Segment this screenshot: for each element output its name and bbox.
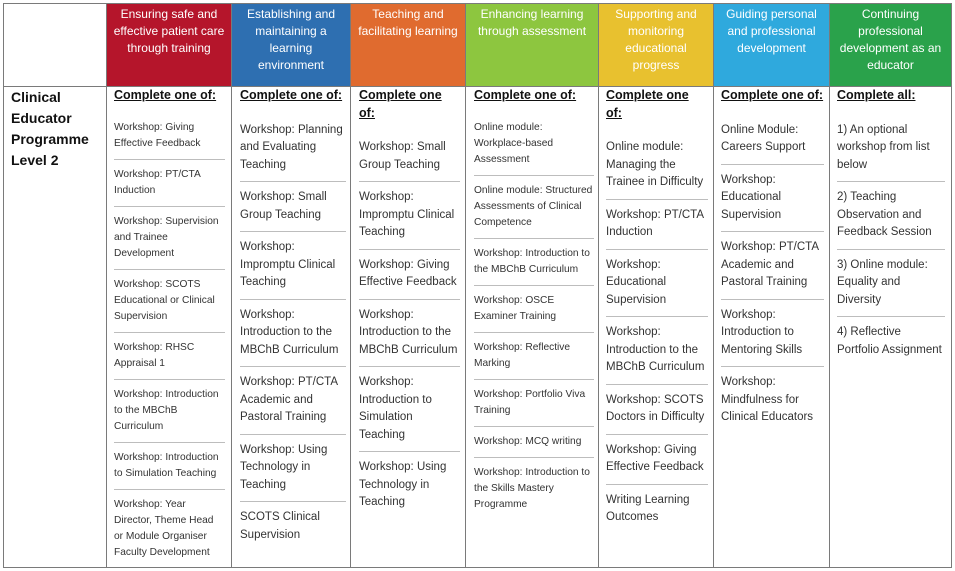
list-item: Workshop: Year Director, Theme Head or Module Organiser Faculty Development xyxy=(114,499,214,558)
list-item: Online Module: Careers Support xyxy=(721,115,824,165)
list-item: Workshop: Using Technology in Teaching xyxy=(240,435,346,503)
list-item: Workshop: PT/CTA Academic and Pastoral Training xyxy=(240,367,346,435)
column-subheading: Complete one of: xyxy=(114,88,217,102)
list-item: Workshop: RHSC Appraisal 1 xyxy=(114,333,225,380)
list-item: Workshop: Impromptu Clinical Teaching xyxy=(240,232,346,300)
header-col-6: Guiding personal and professional development xyxy=(714,3,829,86)
column-subheading: Complete all: xyxy=(837,88,916,102)
list-item: Workshop: Introduction to the Skills Mastery Programme xyxy=(474,467,590,510)
list-item: Workshop: Introduction to the MBChB Curriculum xyxy=(606,317,708,385)
list-item: Workshop: Small Group Teaching xyxy=(240,182,346,232)
grid-line xyxy=(598,3,599,568)
list-item: Workshop: Reflective Marking xyxy=(474,333,594,380)
list-item: Workshop: Introduction to the MBChB Curriculum xyxy=(474,239,594,286)
list-item: Online module: Workplace-based Assessment xyxy=(474,113,594,176)
grid-line xyxy=(713,3,714,568)
column-5 xyxy=(606,87,708,567)
grid-line xyxy=(3,3,4,568)
list-item: Online module: Structured Assessments of Clinical Competence xyxy=(474,176,594,239)
header-col-2: Establishing and maintaining a learning environment xyxy=(232,3,350,86)
list-item: Workshop: Educational Supervision xyxy=(721,165,824,233)
list-item: 4) Reflective Portfolio Assignment xyxy=(837,326,942,356)
list-item: Workshop: Planning and Evaluating Teaching xyxy=(240,115,346,183)
column-subheading: Complete one of: xyxy=(606,88,689,120)
list-item: Workshop: Mindfulness for Clinical Educators xyxy=(721,376,814,423)
list-item: Online module: Managing the Trainee in Difficulty xyxy=(606,132,708,200)
column-subheading: Complete one of: xyxy=(721,88,824,102)
list-item: Workshop: PT/CTA Induction xyxy=(114,160,225,207)
list-item: Workshop: SCOTS Doctors in Difficulty xyxy=(606,385,708,435)
column-1 xyxy=(114,87,225,567)
header-col-7: Continuing professional development as an educator xyxy=(830,3,951,86)
list-item: Workshop: Using Technology in Teaching xyxy=(359,461,447,508)
list-item: Workshop: Small Group Teaching xyxy=(359,132,460,182)
grid-line xyxy=(231,3,232,568)
header-col-5: Supporting and monitoring educational progress xyxy=(599,3,713,86)
list-item: Workshop: Introduction to Simulation Teaching xyxy=(114,443,225,490)
list-item: Writing Learning Outcomes xyxy=(606,493,690,523)
list-item: Workshop: PT/CTA Induction xyxy=(606,200,708,250)
list-item: Workshop: Giving Effective Feedback xyxy=(359,250,460,300)
grid-line xyxy=(106,3,107,568)
list-item: 1) An optional workshop from list below xyxy=(837,115,945,183)
column-subheading: Complete one of: xyxy=(474,88,577,102)
list-item: 3) Online module: Equality and Diversity xyxy=(837,250,945,318)
header-col-3: Teaching and facilitating learning xyxy=(351,3,465,86)
list-item: Workshop: Introduction to Mentoring Skills xyxy=(721,300,824,368)
list-item: Workshop: SCOTS Educational or Clinical Supervision xyxy=(114,270,225,333)
header-col-4: Enhancing learning through assessment xyxy=(466,3,598,86)
list-item: Workshop: OSCE Examiner Training xyxy=(474,286,594,333)
grid-line xyxy=(951,3,952,568)
list-item: Workshop: Portfolio Viva Training xyxy=(474,380,594,427)
column-7 xyxy=(837,87,945,567)
list-item: Workshop: Impromptu Clinical Teaching xyxy=(359,182,460,250)
column-4 xyxy=(474,87,594,567)
list-item: Workshop: Supervision and Trainee Development xyxy=(114,207,225,270)
list-item: Workshop: MCQ writing xyxy=(474,427,594,458)
list-item: SCOTS Clinical Supervision xyxy=(240,511,320,541)
column-subheading: Complete one of: xyxy=(240,88,343,102)
list-item: Workshop: Giving Effective Feedback xyxy=(114,113,225,160)
list-item: Workshop: Introduction to the MBChB Curriculum xyxy=(359,300,460,368)
list-item: Workshop: PT/CTA Academic and Pastoral Training xyxy=(721,232,824,300)
header-col-1: Ensuring safe and effective patient care through training xyxy=(107,3,231,86)
grid-line xyxy=(350,3,351,568)
column-6 xyxy=(721,87,824,567)
column-subheading: Complete one of: xyxy=(359,88,442,120)
list-item: Workshop: Introduction to the MBChB Curriculum xyxy=(240,300,346,368)
list-item: Workshop: Educational Supervision xyxy=(606,250,708,318)
grid-line xyxy=(465,3,466,568)
list-item: Workshop: Introduction to Simulation Teaching xyxy=(359,367,460,452)
list-item: Workshop: Giving Effective Feedback xyxy=(606,435,708,485)
list-item: 2) Teaching Observation and Feedback Session xyxy=(837,182,945,250)
grid-line xyxy=(829,3,830,568)
column-3 xyxy=(359,87,460,567)
column-2 xyxy=(240,87,346,567)
list-item: Workshop: Introduction to the MBChB Curriculum xyxy=(114,380,225,443)
grid-line xyxy=(3,3,952,4)
row-title: Clinical Educator Programme Level 2 xyxy=(11,89,89,168)
